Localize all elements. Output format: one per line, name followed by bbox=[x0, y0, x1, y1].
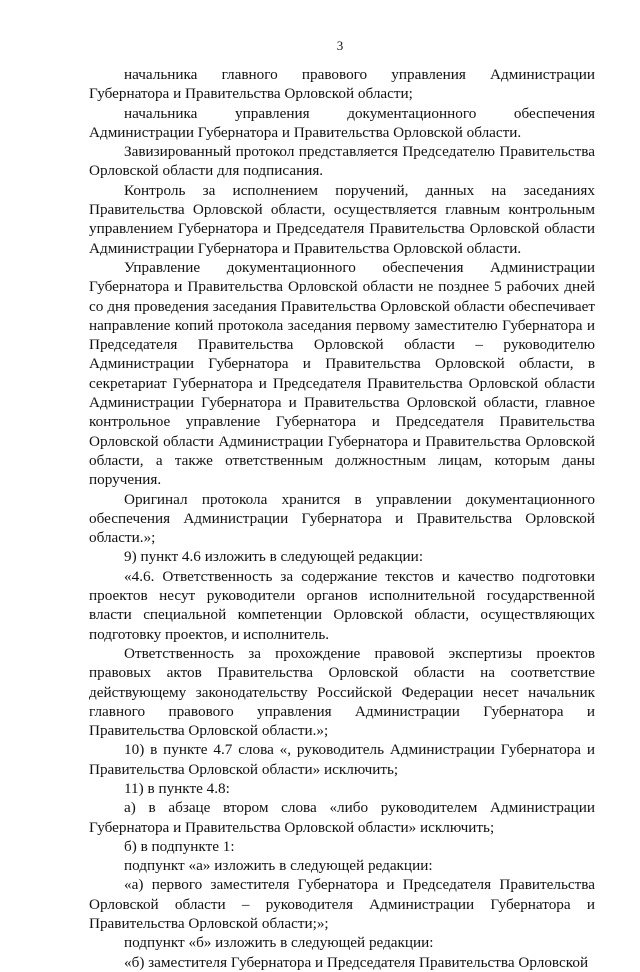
paragraph: «4.6. Ответственность за содержание текстов и качество подготовки проектов несут руководители органов исполнительной государственной власти специальной компетенции Орловской области, осуществляющих подготовку проектов, и исполнитель. bbox=[89, 567, 595, 643]
paragraph: Управление документационного обеспечения Администрации Губернатора и Правительства Орловской области не позднее 5 рабочих дней со дня проведения заседания Правительства Орловской области обеспечивает направление копий протокола заседания первому заместителю Губернатора и Председателя Правительства Орловской области – руководителю Администрации Губернатора и Правительства Орловской области, в секретариат Губернатора и Председателя Правительства Орловской области Администрации Губернатора и Правительства Орловской области, главное контрольное управление Губернатора и Председателя Правительства Орловской области Администрации Губернатора и Правительства Орловской области, а также ответственным должностным лицам, которым даны поручения. bbox=[89, 258, 595, 489]
paragraph: начальника управления документационного обеспечения Администрации Губернатора и Правительства Орловской области. bbox=[89, 104, 595, 141]
document-body bbox=[89, 65, 595, 972]
paragraph: 11) в пункте 4.8: bbox=[124, 779, 230, 797]
paragraph: Завизированный протокол представляется Председателю Правительства Орловской области для подписания. bbox=[89, 143, 595, 180]
paragraph: б) в подпункте 1: bbox=[124, 837, 235, 855]
paragraph: 9) пункт 4.6 изложить в следующей редакции: bbox=[124, 548, 424, 566]
paragraph: «б) заместителя Губернатора и Председателя Правительства Орловской bbox=[124, 953, 589, 971]
paragraph: Контроль за исполнением поручений, данных на заседаниях Правительства Орловской области, осуществляется главным контрольным управлением Губернатора и Председателя Правительства Орловской области Администрации Губернатора и Правительства Орловской области. bbox=[89, 181, 595, 257]
paragraph: подпункт «б» изложить в следующей редакции: bbox=[124, 934, 434, 952]
paragraph: Оригинал протокола хранится в управлении документационного обеспечения Администрации Губернатора и Правительства Орловской области.»; bbox=[89, 490, 595, 547]
paragraph: Ответственность за прохождение правовой экспертизы проектов правовых актов Правительства Орловской области на соответствие действующему законодательству Российской Федерации несет начальник главного правового управления Администрации Губернатора и Правительства Орловской области.»; bbox=[89, 644, 595, 740]
paragraph: а) в абзаце втором слова «либо руководителем Администрации Губернатора и Правительства Орловской области» исключить; bbox=[89, 799, 595, 836]
paragraph: «а) первого заместителя Губернатора и Председателя Правительства Орловской области – руководителя Администрации Губернатора и Правительства Орловской области;»; bbox=[89, 876, 595, 933]
paragraph: начальника главного правового управления Администрации Губернатора и Правительства Орловской области; bbox=[89, 66, 595, 103]
paragraph: подпункт «а» изложить в следующей редакции: bbox=[124, 857, 433, 875]
page-number: 3 bbox=[336, 38, 344, 53]
paragraph: 10) в пункте 4.7 слова «, руководитель Администрации Губернатора и Правительства Орловской области» исключить; bbox=[89, 741, 595, 778]
